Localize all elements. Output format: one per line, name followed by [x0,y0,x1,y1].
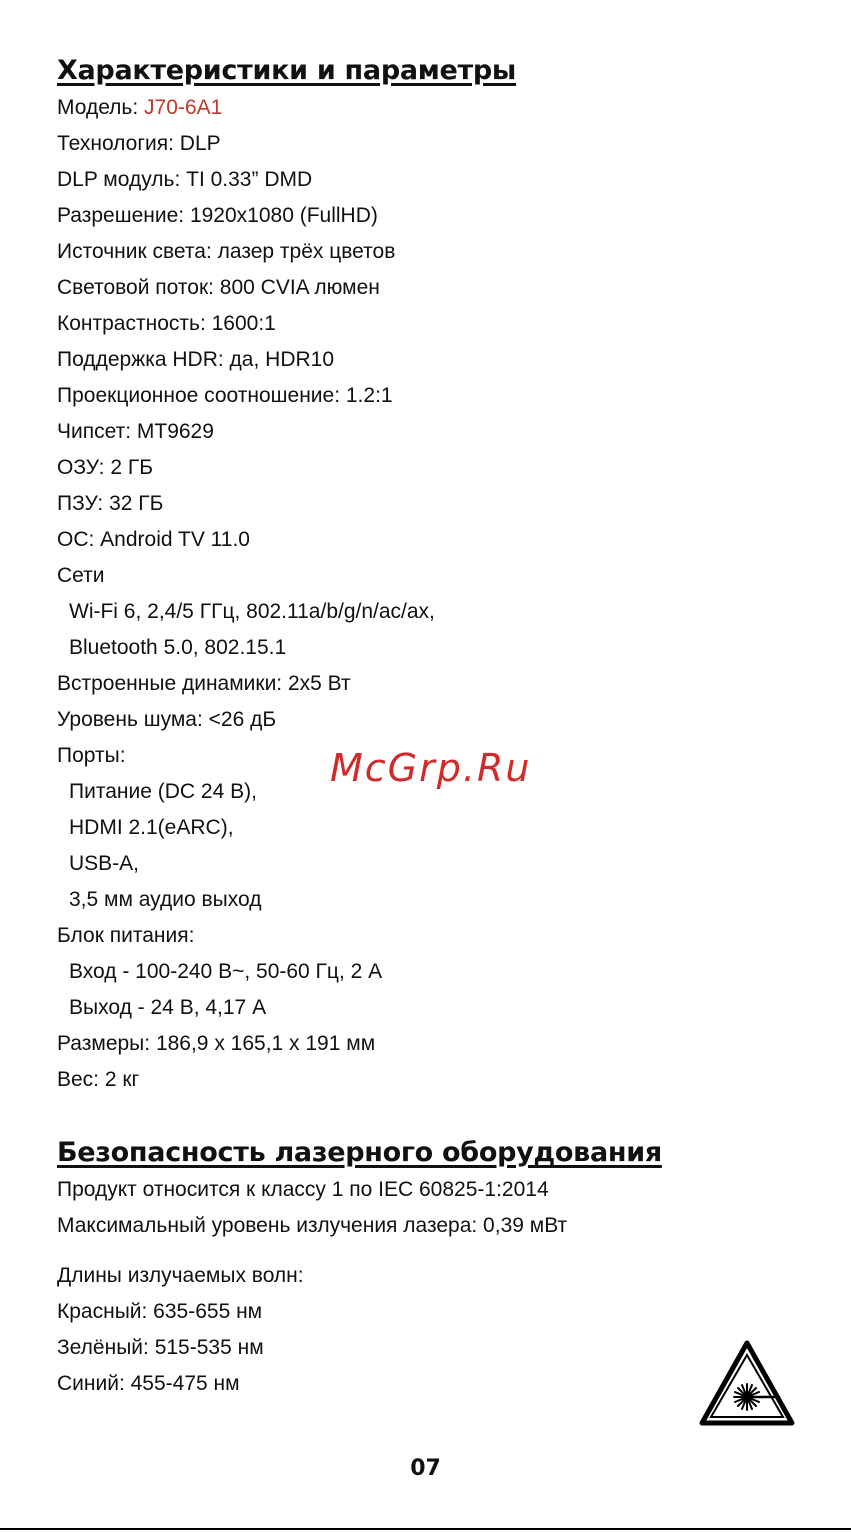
spec-row-speakers: Встроенные динамики: 2x5 Вт [57,672,351,695]
spec-row-wifi: Wi-Fi 6, 2,4/5 ГГц, 802.11a/b/g/n/ac/ax, [69,600,435,623]
bottom-rule [0,1528,851,1530]
laser-class-line: Продукт относится к классу 1 по IEC 60825-1:2014 [57,1178,549,1201]
laser-max-line: Максимальный уровень излучения лазера: 0,39 мВт [57,1214,568,1237]
page-content [57,52,817,1402]
spec-row-tech: Технология: DLP [57,132,221,155]
model-value: J70-6A1 [144,96,223,119]
spec-row-chipset: Чипсет: MT9629 [57,420,214,443]
spec-row-contrast: Контрастность: 1600:1 [57,312,276,335]
spec-row-weight: Вес: 2 кг [57,1068,140,1091]
spec-row-ram: ОЗУ: 2 ГБ [57,456,153,479]
spec-row-light: Источник света: лазер трёх цветов [57,240,396,263]
spec-row-model: Модель: J70-6A1 [57,96,223,119]
spec-row-resolution: Разрешение: 1920x1080 (FullHD) [57,204,378,227]
spec-row-rom: ПЗУ: 32 ГБ [57,492,164,515]
spec-row-out: Выход - 24 В, 4,17 А [69,996,267,1019]
spec-row-hdmi: HDMI 2.1(eARC), [69,816,234,839]
spec-row-audio: 3,5 мм аудио выход [69,888,262,911]
watermark: McGrp.Ru [330,746,532,790]
spec-row-throw: Проекционное соотношение: 1.2:1 [57,384,393,407]
spec-row-ports: Порты: [57,744,126,767]
wavelength-title: Длины излучаемых волн: [57,1264,304,1287]
spec-row-power: Питание (DC 24 В), [69,780,257,803]
spec-row-noise: Уровень шума: <26 дБ [57,708,277,731]
wavelength-blue: Синий: 455-475 нм [57,1372,240,1395]
page-number: 07 [410,1456,441,1481]
spec-row-bt: Bluetooth 5.0, 802.15.1 [69,636,287,659]
spec-row-flux: Световой поток: 800 CVIA люмен [57,276,380,299]
spec-row-net: Сети [57,564,105,587]
spec-row-psu: Блок питания: [57,924,195,947]
spec-list [57,90,817,1098]
spec-row-in: Вход - 100-240 В~, 50-60 Гц, 2 А [69,960,383,983]
spec-row-size: Размеры: 186,9 x 165,1 x 191 мм [57,1032,376,1055]
laser-warning-icon [699,1340,795,1426]
spec-row-dlp: DLP модуль: TI 0.33” DMD [57,168,313,191]
spec-row-usb: USB-A, [69,852,140,875]
wavelength-red: Красный: 635-655 нм [57,1300,263,1323]
wavelength-green: Зелёный: 515-535 нм [57,1336,264,1359]
spec-row-os: ОС: Android TV 11.0 [57,528,250,551]
laser-heading: Безопасность лазерного оборудования [57,1137,662,1168]
specs-heading: Характеристики и параметры [57,55,517,86]
spec-row-hdr: Поддержка HDR: да, HDR10 [57,348,335,371]
